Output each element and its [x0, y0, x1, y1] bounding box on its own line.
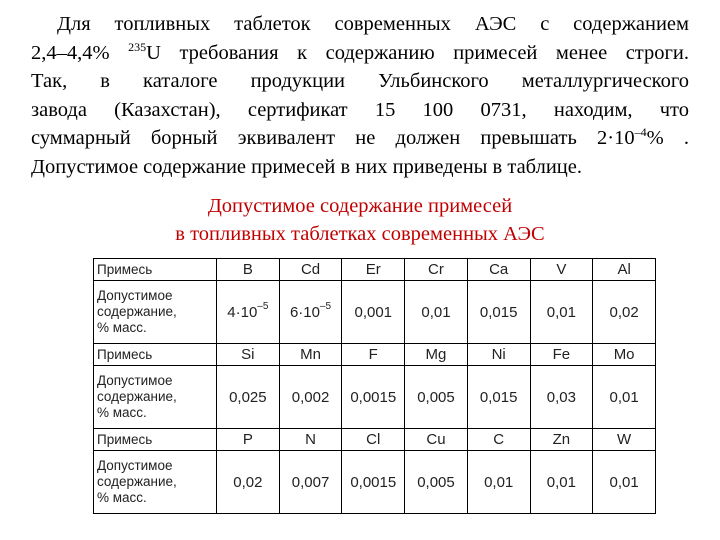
content-row: [94, 451, 656, 514]
value-cell: 0,01: [405, 281, 468, 344]
element-cell: V: [530, 259, 593, 281]
element-cell: Cl: [342, 429, 405, 451]
value-cell: 0,01: [593, 366, 656, 429]
element-cell: N: [279, 429, 342, 451]
paragraph-line: завода (Казахстан), сертификат 15 100 0731, находим, что: [31, 98, 689, 121]
mantissa: 6·10: [289, 303, 320, 321]
element-cell: Al: [593, 259, 656, 281]
exponent: –4: [634, 125, 647, 139]
paragraph-line: [31, 39, 689, 68]
element-cell: Ca: [467, 259, 530, 281]
element-cell: Mo: [593, 344, 656, 366]
paragraph-text: U требования к содержанию примесей менее строги.: [146, 41, 690, 64]
element-cell: Si: [217, 344, 280, 366]
value-cell: [217, 281, 280, 344]
element-row: [94, 429, 656, 451]
element-cell: Zn: [530, 429, 593, 451]
exponent: –5: [257, 300, 269, 312]
paragraph-line: Для топливных таблеток современных АЭС с содержанием: [57, 13, 689, 35]
mantissa: 4·10: [227, 303, 258, 321]
content-label-line: содержание,: [97, 474, 177, 489]
content-row: [94, 366, 656, 429]
value-cell: 0,01: [530, 451, 593, 514]
impurity-header-cell: Примесь: [94, 344, 217, 366]
scientific-value: [289, 300, 332, 321]
value-cell: 0,007: [279, 451, 342, 514]
element-cell: Ni: [467, 344, 530, 366]
value-cell: 0,001: [342, 281, 405, 344]
element-row: [94, 344, 656, 366]
content-label-line: % масс.: [97, 320, 147, 335]
paragraph-text: % .: [646, 127, 689, 149]
table-caption-line-2: в топливных таблетках современных АЭС: [175, 223, 545, 245]
value-cell: 0,015: [467, 366, 530, 429]
value-cell: 0,02: [593, 281, 656, 344]
element-cell: Er: [342, 259, 405, 281]
content-header-cell: [94, 281, 217, 344]
value-cell: 0,02: [217, 451, 280, 514]
isotope-mass-number: 235: [128, 39, 147, 54]
paragraph-line: [31, 124, 689, 153]
content-label-line: Допустимое: [97, 288, 173, 303]
value-cell: 0,002: [279, 366, 342, 429]
element-cell: B: [217, 259, 280, 281]
content-header-cell: [94, 451, 217, 514]
element-cell: Cd: [279, 259, 342, 281]
content-label-line: % масс.: [97, 405, 147, 420]
value-cell: 0,01: [593, 451, 656, 514]
element-cell: Cu: [405, 429, 468, 451]
element-cell: Mn: [279, 344, 342, 366]
value-cell: 0,005: [405, 451, 468, 514]
value-cell: [279, 281, 342, 344]
element-cell: W: [593, 429, 656, 451]
scientific-value: [227, 300, 269, 321]
element-cell: Fe: [530, 344, 593, 366]
content-label-line: содержание,: [97, 389, 177, 404]
element-cell: P: [217, 429, 280, 451]
content-header-cell: [94, 366, 217, 429]
element-cell: C: [467, 429, 530, 451]
impurity-header-cell: Примесь: [94, 429, 217, 451]
value-cell: 0,025: [217, 366, 280, 429]
paragraph-text: суммарный борный эквивалент не должен превышать 2·10: [31, 127, 635, 149]
intro-paragraph: [31, 10, 689, 181]
exponent: –5: [320, 300, 332, 312]
content-label-line: содержание,: [97, 304, 177, 319]
content-label-line: Допустимое: [97, 458, 173, 473]
value-cell: 0,03: [530, 366, 593, 429]
impurity-header-cell: Примесь: [94, 259, 217, 281]
value-cell: 0,0015: [342, 451, 405, 514]
paragraph-line: Допустимое содержание примесей в них приведены в таблице.: [31, 155, 582, 178]
value-cell: 0,0015: [342, 366, 405, 429]
table-caption-line-1: Допустимое содержание примесей: [207, 195, 513, 217]
content-row: [94, 281, 656, 344]
impurity-table: [93, 258, 656, 514]
element-cell: F: [342, 344, 405, 366]
enrichment-range: 2,4–4,4%: [31, 41, 110, 64]
element-row: [94, 259, 656, 281]
value-cell: 0,01: [467, 451, 530, 514]
element-cell: Mg: [405, 344, 468, 366]
content-label-line: Допустимое: [97, 373, 173, 388]
element-cell: Cr: [405, 259, 468, 281]
value-cell: 0,015: [467, 281, 530, 344]
value-cell: 0,005: [405, 366, 468, 429]
value-cell: 0,01: [530, 281, 593, 344]
paragraph-line: Так, в каталоге продукции Ульбинского металлургического: [31, 70, 689, 92]
content-label-line: % масс.: [97, 490, 147, 505]
